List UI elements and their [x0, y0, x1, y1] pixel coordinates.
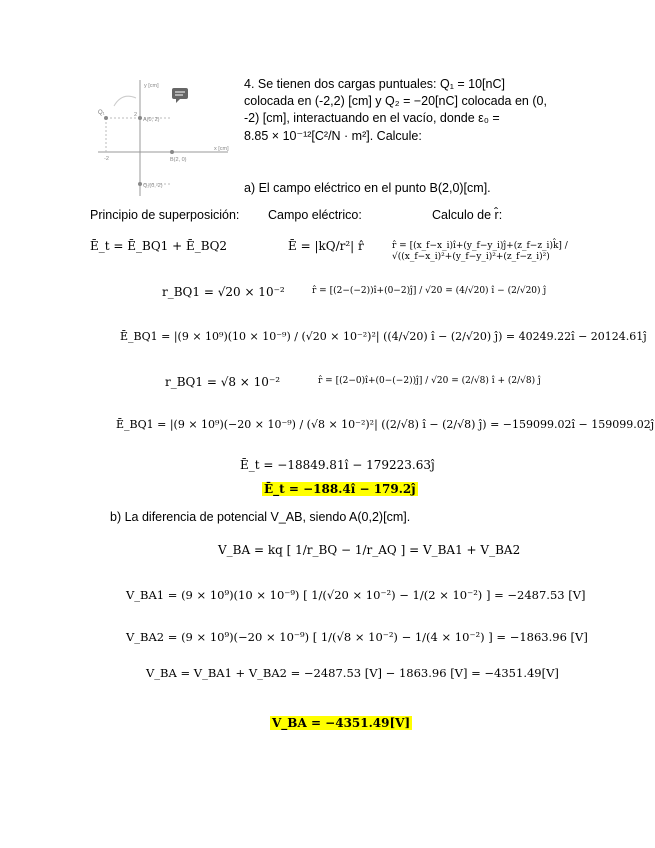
- a-label: A(0, 2): [143, 117, 160, 123]
- vba1-eq: V_BA1 = (9 × 10⁹)(10 × 10⁻⁹) [ 1/(√20 × 10⁻²) − 1/(2 × 10⁻²) ] = −2487.53 [V]: [126, 588, 586, 602]
- problem-line-1: 4. Se tienen dos cargas puntuales: Q₁ = 10[nC]: [244, 77, 505, 91]
- e-bq2-eq: Ē_BQ1 = |(9 × 10⁹)(−20 × 10⁻⁹) / (√8 × 10⁻²)²| ((2/√8) î − (2/√8) ĵ) = −159099.02î − 159099.02ĵ: [116, 418, 655, 431]
- et-result-highlight: Ē_t = −188.4î − 179.2ĵ: [264, 482, 416, 496]
- tick-x: -2: [104, 156, 109, 162]
- e-bq1-eq: Ē_BQ1 = |(9 × 10⁹)(10 × 10⁻⁹) / (√20 × 10⁻²)²| ((4/√20) î − (2/√20) ĵ) = 40249.22î − 20124.61ĵ: [120, 330, 647, 343]
- a-point: [138, 116, 142, 120]
- rhat-formula-eq: r̂ = [(x_f−x_i)î+(y_f−y_i)ĵ+(z_f−z_i)k̂] / √((x_f−x_i)²+(y_f−y_i)²+(z_f−z_i)²): [392, 241, 568, 262]
- et-value-eq: Ē_t = −18849.81î − 179223.63ĵ: [240, 458, 435, 472]
- rhat1-eq: r̂ = [(2−(−2))î+(0−2)ĵ] / √20 = (4/√20) î − (2/√20) ĵ: [312, 286, 547, 296]
- problem-line-3: -2) [cm], interactuando en el vacío, donde ε₀ =: [244, 111, 500, 125]
- x-axis-label: x [cm]: [214, 146, 229, 152]
- problem-line-2: colocada en (-2,2) [cm] y Q₂ = −20[nC] colocada en (0,: [244, 94, 547, 108]
- vba-result-highlight: V_BA = −4351.49[V]: [272, 716, 411, 730]
- y-axis-label: y [cm]: [144, 83, 159, 89]
- r-bq2-eq: r_BQ1 = √8 × 10⁻²: [165, 375, 281, 389]
- e-formula-eq: Ē = |kQ/r²| r̂: [288, 239, 364, 253]
- q1-label: Q₁: [98, 110, 105, 116]
- charges-figure: [92, 72, 232, 200]
- b-label: B(2, 0): [170, 157, 187, 163]
- rhat2-eq: r̂ = [(2−0)î+(0−(−2))ĵ] / √20 = (2/√8) î + (2/√8) ĵ: [318, 376, 541, 386]
- field-header: Campo eléctrico:: [268, 208, 362, 222]
- q1-point: [104, 116, 108, 120]
- part-a-text: a) El campo eléctrico en el punto B(2,0)[cm].: [244, 181, 491, 195]
- axes-diagram: [92, 72, 232, 200]
- vba2-eq: V_BA2 = (9 × 10⁹)(−20 × 10⁻⁹) [ 1/(√8 × 10⁻²) − 1/(4 × 10⁻²) ] = −1863.96 [V]: [126, 630, 588, 644]
- vba-sum-eq: V_BA = V_BA1 + V_BA2 = −2487.53 [V] − 1863.96 [V] = −4351.49[V]: [146, 666, 559, 680]
- r-bq1-eq: r_BQ1 = √20 × 10⁻²: [162, 285, 285, 299]
- b-point: [170, 150, 174, 154]
- comment-icon: [172, 88, 188, 103]
- rhat-header: Calculo de r̂:: [432, 208, 503, 222]
- vba-formula-eq: V_BA = kq [ 1/r_BQ − 1/r_AQ ] = V_BA1 + V_BA2: [218, 543, 521, 557]
- q2-label: Q₂(0,-2): [143, 183, 163, 189]
- superposition-header: Principio de superposición:: [90, 208, 240, 222]
- et-sum-eq: Ē_t = Ē_BQ1 + Ē_BQ2: [90, 239, 228, 253]
- q2-point: [138, 182, 142, 186]
- part-b-text: b) La diferencia de potencial V_AB, siendo A(0,2)[cm].: [110, 510, 411, 524]
- problem-line-4: 8.85 × 10⁻¹²[C²/N · m²]. Calcule:: [244, 129, 422, 143]
- tick-y: 2: [134, 112, 138, 118]
